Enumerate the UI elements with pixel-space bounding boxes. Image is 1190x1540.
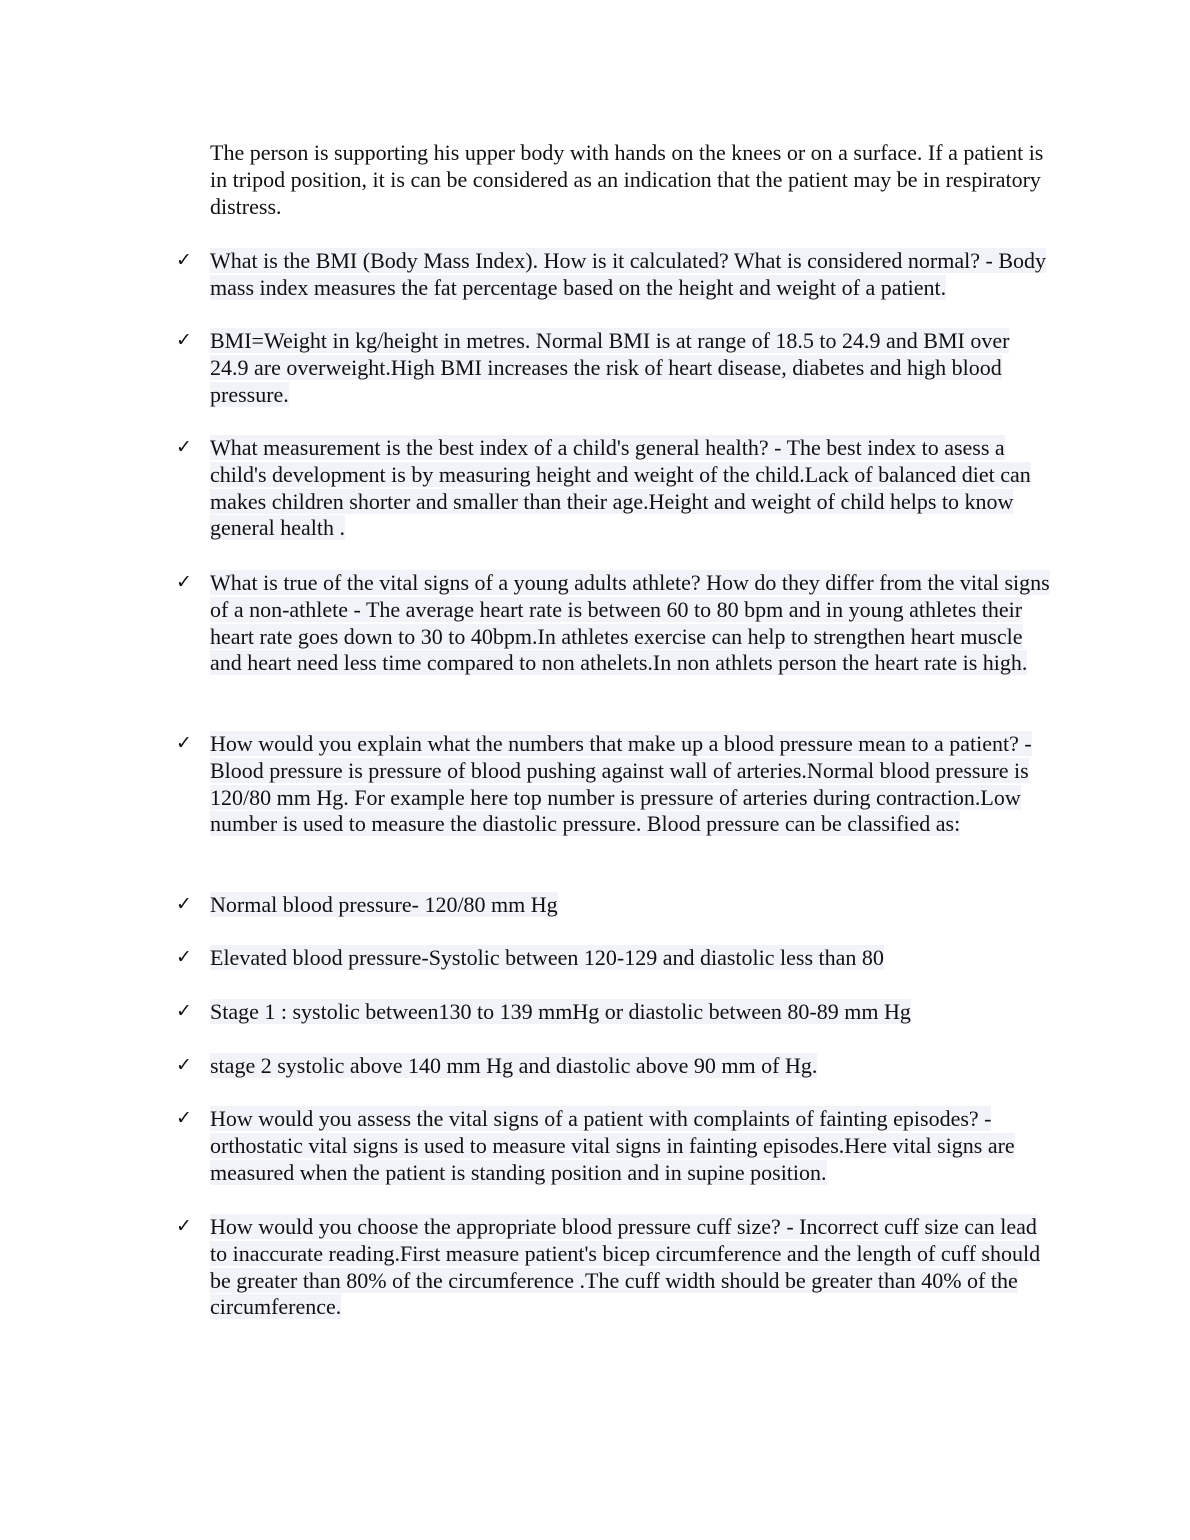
checkmark-icon: ✓ — [176, 1215, 192, 1237]
list-item-text: How would you assess the vital signs of a patient with complaints of fainting episodes? - orthostatic vital signs is used to measure vital signs in fainting episodes.Here vital signs are measured when the patient is standing position and in supine position. — [210, 1106, 1015, 1185]
list-item-text: What is true of the vital signs of a young adults athlete? How do they differ from the vital signs of a non-athlete - The average heart rate is between 60 to 80 bpm and in young athletes their heart rate goes down to 30 to 40bpm.In athletes exercise can help to strengthen heart muscle and heart need less time compared to non athelets.In non athlets person the heart rate is high. — [210, 570, 1050, 676]
list-item-text: BMI=Weight in kg/height in metres. Normal BMI is at range of 18.5 to 24.9 and BMI over 24.9 are overweight.High BMI increases the risk of heart disease, diabetes and high blood pressure. — [210, 328, 1010, 407]
checkmark-icon: ✓ — [176, 732, 192, 754]
list-item-text: How would you choose the appropriate blood pressure cuff size? - Incorrect cuff size can lead to inaccurate reading.First measure patient's bicep circumference and the length of cuff should be greater than 80% of the circumference .The cuff width should be greater than 40% of the circumference. — [210, 1214, 1041, 1320]
list-item-text: What is the BMI (Body Mass Index). How is it calculated? What is considered normal? - Body mass index measures the fat percentage based on the height and weight of a patient. — [210, 248, 1047, 300]
checkmark-icon: ✓ — [176, 1000, 192, 1022]
list-item-text: stage 2 systolic above 140 mm Hg and diastolic above 90 mm of Hg. — [210, 1053, 818, 1078]
list-item-text: What measurement is the best index of a child's general health? - The best index to asess a child's development is by measuring height and weight of the child.Lack of balanced diet can makes children shorter and smaller than their age.Height and weight of child helps to know general health . — [210, 435, 1031, 541]
checkmark-icon: ✓ — [176, 946, 192, 968]
list-item-text: Normal blood pressure- 120/80 mm Hg — [210, 892, 558, 917]
checkmark-icon: ✓ — [176, 571, 192, 593]
checkmark-icon: ✓ — [176, 436, 192, 458]
list-item-text: Stage 1 : systolic between130 to 139 mmHg or diastolic between 80-89 mm Hg — [210, 999, 911, 1024]
list-item-text: How would you explain what the numbers that make up a blood pressure mean to a patient? - Blood pressure is pressure of blood pushing against wall of arteries.Normal blood pressure is 120/80 mm Hg. For example here top number is pressure of arteries during contraction.Low number is used to measure the diastolic pressure. Blood pressure can be classified as: — [210, 731, 1032, 837]
checkmark-icon: ✓ — [176, 249, 192, 271]
intro-paragraph: The person is supporting his upper body with hands on the knees or on a surface. If a patient is in tripod position, it is can be considered as an indication that the patient may be in respiratory distress. — [210, 140, 1044, 219]
checkmark-icon: ✓ — [176, 893, 192, 915]
list-item-text: Elevated blood pressure-Systolic between 120-129 and diastolic less than 80 — [210, 945, 884, 970]
checkmark-icon: ✓ — [176, 1107, 192, 1129]
checkmark-icon: ✓ — [176, 329, 192, 351]
checkmark-icon: ✓ — [176, 1054, 192, 1076]
